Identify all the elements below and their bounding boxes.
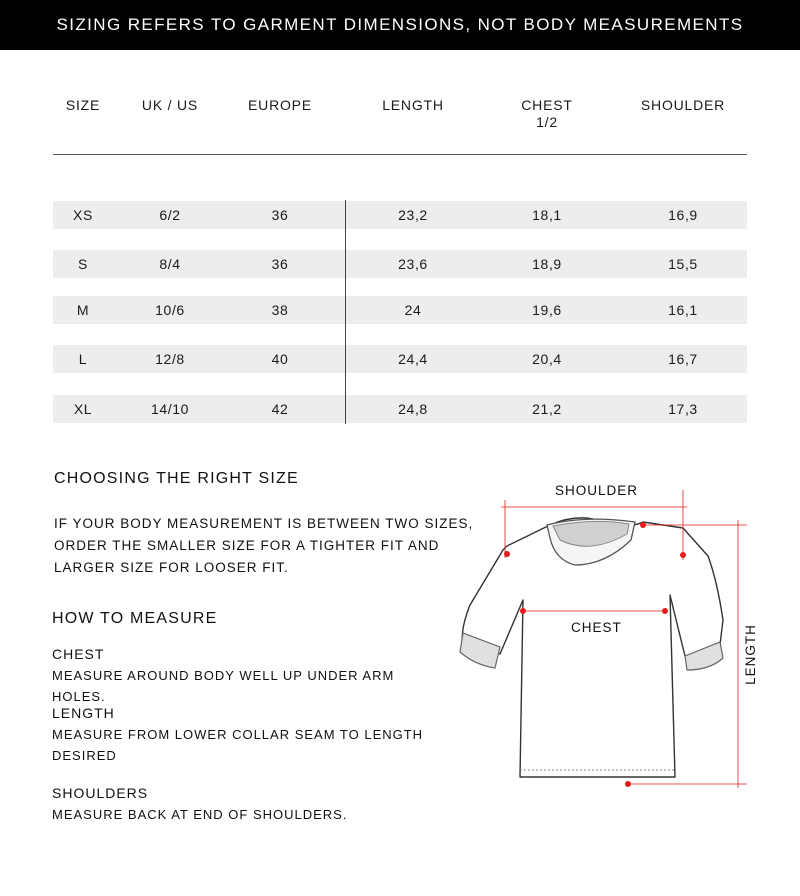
cell-uk-us: 14/10 — [150, 401, 190, 417]
cell-chest: 18,9 — [532, 256, 562, 272]
header-divider — [53, 154, 747, 155]
cell-shoulder: 17,3 — [668, 401, 698, 417]
cell-length: 23,2 — [398, 207, 428, 223]
col-header-chest: CHEST 1/2 — [521, 97, 573, 130]
cell-chest: 19,6 — [532, 302, 562, 318]
cell-chest: 18,1 — [532, 207, 562, 223]
cell-chest: 21,2 — [532, 401, 562, 417]
cell-europe: 36 — [271, 207, 289, 223]
table-row — [53, 395, 747, 423]
table-row — [53, 201, 747, 229]
banner-text: SIZING REFERS TO GARMENT DIMENSIONS, NOT BODY MEASUREMENTS — [56, 15, 744, 34]
length-text: MEASURE FROM LOWER COLLAR SEAM TO LENGTH DESIRED — [52, 727, 424, 763]
cell-europe: 40 — [271, 351, 289, 367]
cell-size: XL — [73, 401, 93, 417]
cell-length: 24,4 — [398, 351, 428, 367]
cell-size: M — [76, 302, 90, 318]
choosing-line: LARGER SIZE FOR LOOSER FIT. — [54, 560, 289, 575]
table-row — [53, 296, 747, 324]
chest-title: CHEST — [52, 646, 105, 662]
cell-europe: 42 — [271, 401, 289, 417]
cell-europe: 38 — [271, 302, 289, 318]
column-divider — [345, 200, 346, 424]
col-header-length: LENGTH — [382, 97, 444, 113]
cell-chest: 20,4 — [532, 351, 562, 367]
cell-shoulder: 15,5 — [668, 256, 698, 272]
how-to-measure-title: HOW TO MEASURE — [52, 610, 218, 627]
cell-length: 24,8 — [398, 401, 428, 417]
cell-size: L — [78, 351, 88, 367]
cell-europe: 36 — [271, 256, 289, 272]
tshirt-diagram — [455, 470, 795, 800]
cell-uk-us: 6/2 — [159, 207, 181, 223]
col-header-uk-us: UK / US — [141, 97, 199, 113]
cell-shoulder: 16,1 — [668, 302, 698, 318]
cell-length: 24 — [404, 302, 422, 318]
choosing-title: CHOOSING THE RIGHT SIZE — [54, 470, 299, 487]
length-title: LENGTH — [52, 705, 115, 721]
cell-size: XS — [73, 207, 93, 223]
cell-size: S — [78, 256, 88, 272]
chest-label: CHEST — [571, 620, 622, 635]
cell-uk-us: 10/6 — [155, 302, 185, 318]
cell-length: 23,6 — [398, 256, 428, 272]
choosing-line: IF YOUR BODY MEASUREMENT IS BETWEEN TWO SIZES, — [54, 516, 474, 531]
shoulder-label: SHOULDER — [555, 483, 639, 498]
length-label: LENGTH — [742, 624, 758, 685]
shoulders-text: MEASURE BACK AT END OF SHOULDERS. — [52, 807, 348, 822]
choosing-text — [54, 513, 474, 579]
table-row — [53, 345, 747, 373]
col-header-europe: EUROPE — [248, 97, 312, 113]
cell-shoulder: 16,7 — [668, 351, 698, 367]
choosing-line: ORDER THE SMALLER SIZE FOR A TIGHTER FIT AND — [54, 538, 440, 553]
table-row — [53, 250, 747, 278]
shoulders-title: SHOULDERS — [52, 785, 149, 801]
cell-uk-us: 12/8 — [155, 351, 185, 367]
header-banner — [0, 0, 800, 50]
cell-uk-us: 8/4 — [159, 256, 181, 272]
col-header-shoulder: SHOULDER — [640, 97, 726, 113]
cell-shoulder: 16,9 — [668, 207, 698, 223]
chest-text: MEASURE AROUND BODY WELL UP UNDER ARM HOLES. — [52, 668, 395, 704]
col-header-size: SIZE — [65, 97, 101, 113]
